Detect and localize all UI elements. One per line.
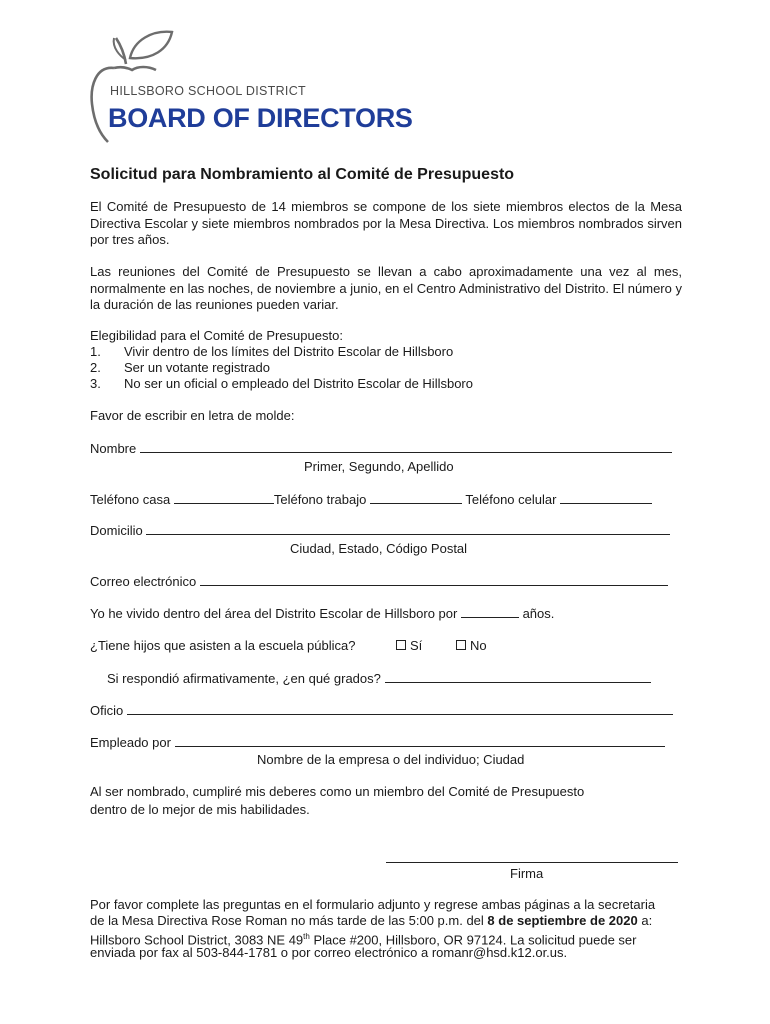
phone-cell-field[interactable] [560, 491, 652, 504]
email-label: Correo electrónico [90, 574, 197, 589]
employer-hint: Nombre de la empresa o del individuo; Ciudad [257, 752, 525, 767]
board-title: BOARD OF DIRECTORS [108, 103, 413, 133]
ordinal-suffix: th [303, 932, 310, 941]
form-title: Solicitud para Nombramiento al Comité de Presupuesto [90, 166, 515, 183]
name-row [90, 440, 672, 458]
footer-line-2 [90, 913, 652, 930]
footer-line-4: enviada por fax al 503-844-1781 o por correo electrónico a romanr@hsd.k12.or.us. [90, 945, 568, 960]
list-text: Ser un votante registrado [124, 360, 270, 375]
occupation-label: Oficio [90, 703, 124, 718]
signature-line[interactable] [386, 862, 678, 863]
name-label: Nombre [90, 441, 137, 456]
phone-home-field[interactable] [174, 491, 274, 504]
yes-option[interactable] [396, 638, 422, 655]
list-text: Vivir dentro de los límites del Distrito Escolar de Hillsboro [124, 344, 454, 359]
grades-row [107, 670, 651, 688]
no-label: No [470, 638, 487, 653]
email-row [90, 573, 668, 591]
no-checkbox[interactable] [456, 640, 466, 650]
address-field[interactable] [146, 522, 670, 535]
print-note: Favor de escribir en letra de molde: [90, 408, 295, 423]
residency-row [90, 605, 554, 623]
deadline-date: 8 de septiembre de 2020 [487, 913, 638, 928]
residency-label: Yo he vivido dentro del área del Distrito Escolar de Hillsboro por [90, 606, 458, 621]
employer-row [90, 734, 665, 752]
address-hint: Ciudad, Estado, Código Postal [290, 541, 468, 556]
list-number: 2. [90, 360, 101, 375]
list-number: 1. [90, 344, 101, 359]
children-question: ¿Tiene hijos que asisten a la escuela pública? [90, 638, 356, 653]
employer-field[interactable] [175, 734, 665, 747]
phone-row [90, 491, 652, 509]
eligibility-item-1 [90, 344, 453, 361]
phone-home-label: Teléfono casa [90, 492, 171, 507]
address-row [90, 522, 670, 540]
employer-label: Empleado por [90, 735, 171, 750]
yes-label: Sí [410, 638, 423, 653]
name-hint: Primer, Segundo, Apellido [304, 459, 454, 474]
pledge-line-2: dentro de lo mejor de mis habilidades. [90, 802, 310, 817]
phone-work-label: Teléfono trabajo [273, 492, 367, 507]
meetings-paragraph: Las reuniones del Comité de Presupuesto se llevan a cabo aproximadamente una vez al mes, normalmente en las noches, de noviembre a junio, en el Centro Administrativo del Distrito. El número y la duración de las reuniones pueden variar. [90, 264, 682, 312]
residency-unit: años. [522, 606, 555, 621]
eligibility-heading: Elegibilidad para el Comité de Presupuesto: [90, 328, 343, 343]
no-option[interactable] [456, 638, 487, 655]
eligibility-item-3 [90, 376, 473, 393]
list-text: No ser un oficial o empleado del Distrito Escolar de Hillsboro [124, 376, 473, 391]
grades-label: Si respondió afirmativamente, ¿en qué grados? [107, 671, 381, 686]
district-name: HILLSBORO SCHOOL DISTRICT [110, 84, 306, 98]
footer-address-rest: Place #200, Hillsboro, OR 97124. La solicitud puede ser [309, 932, 637, 948]
yes-checkbox[interactable] [396, 640, 406, 650]
pledge-line-1: Al ser nombrado, cumpliré mis deberes como un miembro del Comité de Presupuesto [90, 784, 585, 799]
occupation-field[interactable] [127, 702, 673, 715]
email-field[interactable] [200, 573, 668, 586]
footer-text: a: [637, 913, 653, 928]
grades-field[interactable] [385, 670, 651, 683]
phone-work-field[interactable] [370, 491, 462, 504]
address-label: Domicilio [90, 523, 143, 538]
footer-text: de la Mesa Directiva Rose Roman no más tarde de las 5:00 p.m. del [90, 913, 488, 928]
name-field[interactable] [140, 440, 672, 453]
occupation-row [90, 702, 673, 720]
footer-line-1: Por favor complete las preguntas en el formulario adjunto y regrese ambas páginas a la secretaria [90, 897, 656, 912]
signature-label: Firma [510, 866, 544, 881]
eligibility-item-2 [90, 360, 270, 377]
list-number: 3. [90, 376, 101, 391]
footer-address: Hillsboro School District, 3083 NE 49 [90, 932, 304, 948]
phone-cell-label: Teléfono celular [465, 492, 557, 507]
intro-paragraph: El Comité de Presupuesto de 14 miembros se compone de los siete miembros electos de la Mesa Directiva Escolar y siete miembros nombrados por la Mesa Directiva. Los miembros nombrados sirven por tres años. [90, 199, 682, 247]
years-field[interactable] [461, 605, 519, 618]
